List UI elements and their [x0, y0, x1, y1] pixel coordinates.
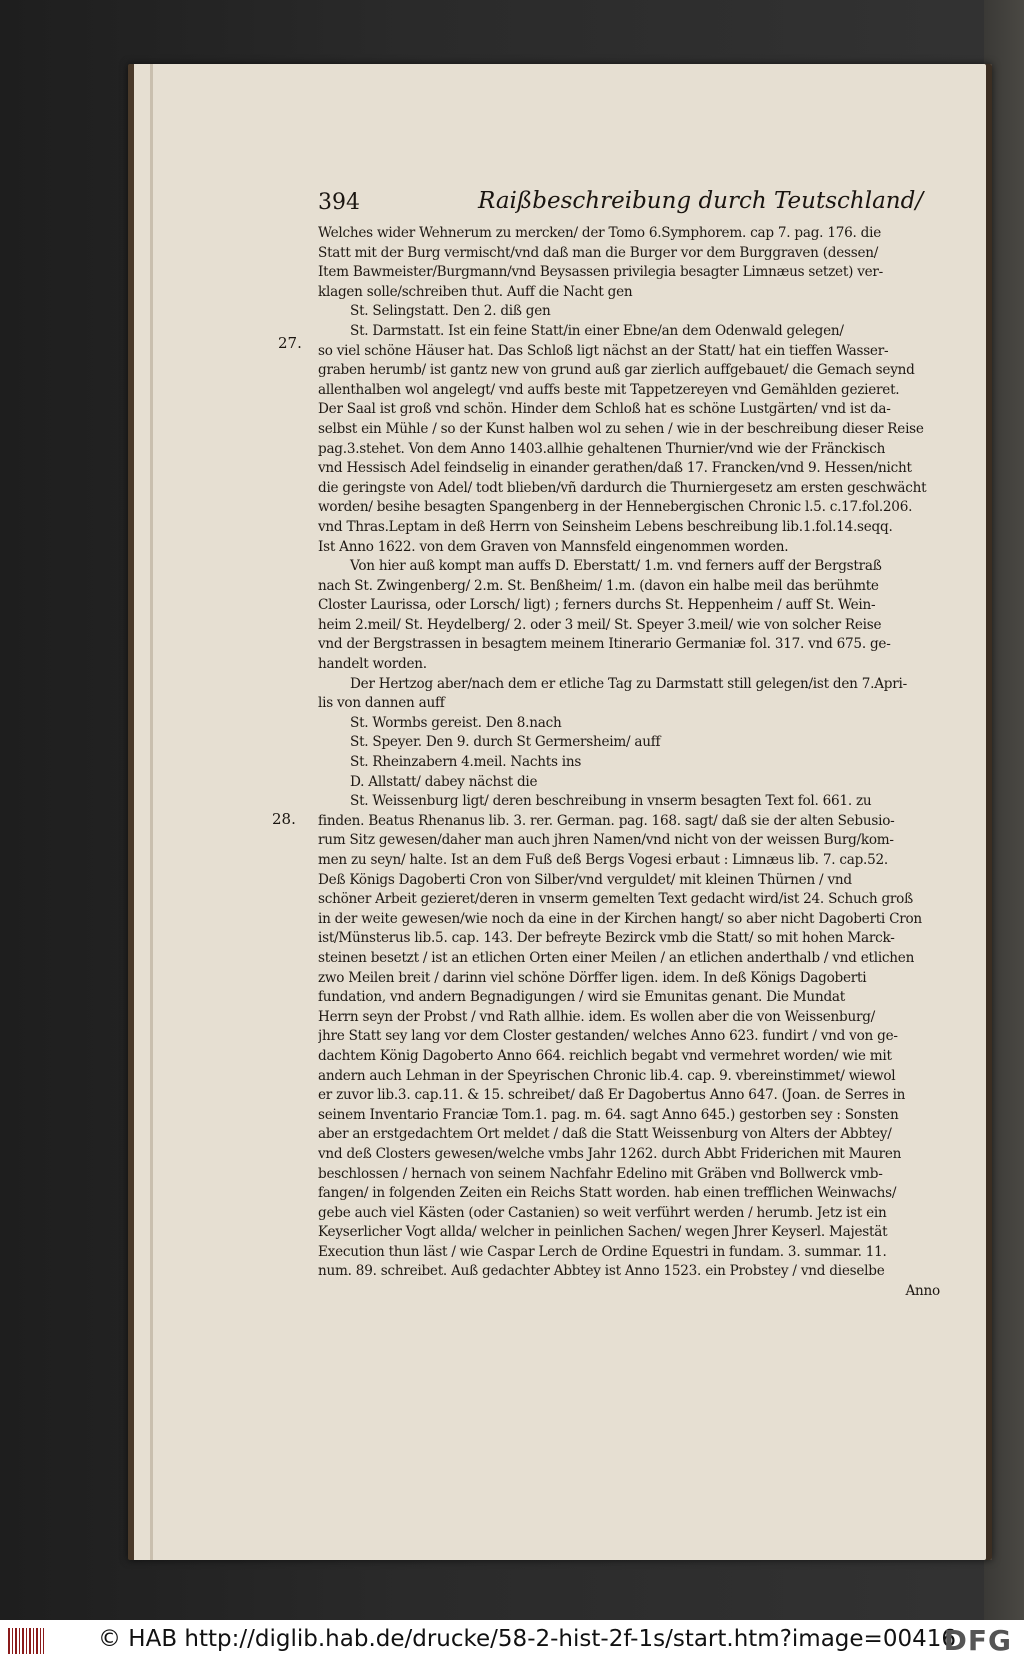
text-line: finden. Beatus Rhenanus lib. 3. rer. German. pag. 168. sagt/ daß sie der alten Sebusio-: [318, 812, 895, 829]
text-line: gebe auch viel Kästen (oder Castanien) so weit verführt werden / herumb. Jetz ist ein: [318, 1204, 887, 1221]
text-line: St. Speyer. Den 9. durch St Germersheim/ auff: [350, 734, 661, 751]
text-line: Execution thun läst / wie Caspar Lerch de Ordine Equestri in fundam. 3. summar. 11.: [318, 1243, 887, 1260]
text-line: Item Bawmeister/Burgmann/vnd Beysassen privilegia besagter Limnæus setzet) ver-: [318, 264, 884, 281]
text-line: Closter Laurissa, oder Lorsch/ ligt) ; ferners durchs St. Heppenheim / auff St. Wein-: [318, 597, 876, 614]
text-line: Ist Anno 1622. von dem Graven von Mannsfeld eingenommen worden.: [318, 538, 789, 555]
text-line: seinem Inventario Franciæ Tom.1. pag. m. 64. sagt Anno 645.) gestorben sey : Sonsten: [318, 1106, 899, 1123]
text-line: er zuvor lib.3. cap.11. & 15. schreibet/ daß Er Dagobertus Anno 647. (Joan. de Serres in: [318, 1087, 906, 1104]
text-line: allenthalben wol angelegt/ vnd auffs beste mit Tappetzereyen vnd Gemählden gezieret.: [318, 381, 900, 398]
page-number: 394: [318, 190, 360, 215]
footer-bar: [0, 1620, 1024, 1660]
text-line: num. 89. schreibet. Auß gedachter Abbtey ist Anno 1523. ein Probstey / vnd dieselbe: [318, 1263, 885, 1280]
text-line: rum Sitz gewesen/daher man auch jhren Namen/vnd nicht von der weissen Burg/kom-: [318, 832, 894, 849]
text-line: St. Weissenburg ligt/ deren beschreibung in vnserm besagten Text fol. 661. zu: [350, 793, 872, 810]
text-line: Der Hertzog aber/nach dem er etliche Tag zu Darmstatt still gelegen/ist den 7.Apri-: [350, 675, 907, 692]
text-line: beschlossen / hernach von seinem Nachfahr Edelino mit Gräben vnd Bollwerck vmb-: [318, 1165, 883, 1182]
text-line: men zu seyn/ halte. Ist an dem Fuß deß Bergs Vogesi erbaut : Limnæus lib. 7. cap.52.: [318, 852, 888, 868]
text-line: St. Rheinzabern 4.meil. Nachts ins: [350, 754, 582, 771]
margin-number: 27.: [278, 334, 302, 352]
text-line: Der Saal ist groß vnd schön. Hinder dem Schloß hat es schöne Lustgärten/ vnd ist da-: [318, 401, 891, 418]
text-line: so viel schöne Häuser hat. Das Schloß ligt nächst an der Statt/ hat ein tieffen Wasser-: [318, 342, 889, 359]
running-title: Raißbeschreibung durch Teutschland/: [478, 188, 924, 214]
text-line: dachtem König Dagoberto Anno 664. reichlich begabt vnd vermehret worden/ wie mit: [318, 1047, 892, 1064]
text-line: Herrn seyn der Probst / vnd Rath allhie. idem. Es wollen aber die von Weissenburg/: [318, 1008, 875, 1025]
text-line: Statt mit der Burg vermischt/vnd daß man die Burger vor dem Burggraven (dessen/: [318, 244, 879, 261]
text-line: vnd deß Closters gewesen/welche vmbs Jahr 1262. durch Abbt Friderichen mit Mauren: [318, 1145, 902, 1162]
text-line: St. Darmstatt. Ist ein feine Statt/in einer Ebne/an dem Odenwald gelegen/: [350, 322, 844, 339]
text-line: andern auch Lehman in der Speyrischen Chronic lib.4. cap. 9. vbereinstimmet/ wiewol: [318, 1067, 896, 1084]
barcode-icon: [8, 1628, 44, 1654]
source-url: © HAB http://diglib.hab.de/drucke/58-2-hist-2f-1s/start.htm?image=00416: [98, 1626, 956, 1652]
text-line: handelt worden.: [318, 656, 427, 673]
text-line: Deß Königs Dagoberti Cron von Silber/vnd verguldet/ mit kleinen Thürnen / vnd: [318, 871, 852, 888]
text-line: in der weite gewesen/wie noch da eine in der Kirchen hangt/ so aber nicht Dagoberti Cron: [318, 910, 922, 927]
page-header: [318, 190, 938, 220]
text-line: Von hier auß kompt man auffs D. Eberstatt/ 1.m. vnd ferners auff der Bergstraß: [350, 558, 882, 575]
text-line: nach St. Zwingenberg/ 2.m. St. Benßheim/ 1.m. (davon ein halbe meil das berühmte: [318, 577, 879, 594]
text-line: St. Wormbs gereist. Den 8.nach: [350, 714, 562, 731]
margin-number: 28.: [272, 810, 296, 828]
text-line: vnd Thras.Leptam in deß Herrn von Seinsheim Lebens beschreibung lib.1.fol.14.seqq.: [318, 518, 893, 535]
text-line: selbst ein Mühle / so der Kunst halben wol zu sehen / wie in der beschreibung dieser Reise: [318, 420, 924, 437]
dfg-logo: DFG: [943, 1624, 1012, 1657]
text-line: ist/Münsterus lib.5. cap. 143. Der befreyte Bezirck vmb die Statt/ so mit hohen Marck-: [318, 930, 895, 947]
text-line: aber an erstgedachtem Ort meldet / daß die Statt Weissenburg von Alters der Abbtey/: [318, 1126, 892, 1143]
text-line: Keyserlicher Vogt allda/ welcher in peinlichen Sachen/ wegen Jhrer Keyserl. Majestät: [318, 1224, 888, 1241]
body-text: [318, 224, 940, 1302]
text-line: schöner Arbeit gezieret/deren in vnserm gemelten Text gedacht wird/ist 24. Schuch groß: [318, 891, 913, 908]
text-line: heim 2.meil/ St. Heydelberg/ 2. oder 3 meil/ St. Speyer 3.meil/ wie von solcher Reise: [318, 616, 882, 633]
text-line: Welches wider Wehnerum zu mercken/ der Tomo 6.Symphorem. cap 7. pag. 176. die: [318, 225, 882, 241]
text-line: pag.3.stehet. Von dem Anno 1403.allhie gehaltenen Thurnier/vnd wie der Fränckisch: [318, 440, 886, 457]
text-line: worden/ besihe besagten Spangenberg in der Hennebergischen Chronic l.5. c.17.fol.206.: [318, 499, 913, 516]
text-line: Anno: [905, 1283, 940, 1300]
text-line: zwo Meilen breit / darinn viel schöne Dörffer ligen. idem. In deß Königs Dagoberti: [318, 969, 867, 986]
text-line: lis von dannen auff: [318, 695, 445, 712]
text-line: vnd Hessisch Adel feindselig in einander gerathen/daß 17. Francken/vnd 9. Hessen/nicht: [318, 460, 912, 477]
text-line: graben herumb/ ist gantz new von grund auß gar zierlich auffgebauet/ die Gemach seynd: [318, 362, 915, 379]
text-line: St. Selingstatt. Den 2. diß gen: [350, 303, 551, 320]
text-line: vnd der Bergstrassen in besagtem meinem Itinerario Germaniæ fol. 317. vnd 675. ge-: [318, 636, 891, 653]
text-line: die geringste von Adel/ todt blieben/vñ dardurch die Thurniergesetz am ersten geschwächt: [318, 479, 927, 496]
page-gutter: [150, 64, 153, 1560]
text-line: klagen solle/schreiben thut. Auff die Nacht gen: [318, 283, 633, 300]
text-line: fundation, vnd andern Begnadigungen / wird sie Emunitas genant. Die Mundat: [318, 989, 845, 1006]
text-line: D. Allstatt/ dabey nächst die: [350, 773, 538, 790]
text-line: steinen besetzt / ist an etlichen Orten einer Meilen / an etlichen anderthalb / vnd etlichen: [318, 949, 915, 966]
text-line: jhre Statt sey lang vor dem Closter gestanden/ welches Anno 623. fundirt / vnd von ge-: [318, 1028, 898, 1045]
text-line: fangen/ in folgenden Zeiten ein Reichs Statt worden. hab einen trefflichen Weinwachs/: [318, 1185, 897, 1202]
